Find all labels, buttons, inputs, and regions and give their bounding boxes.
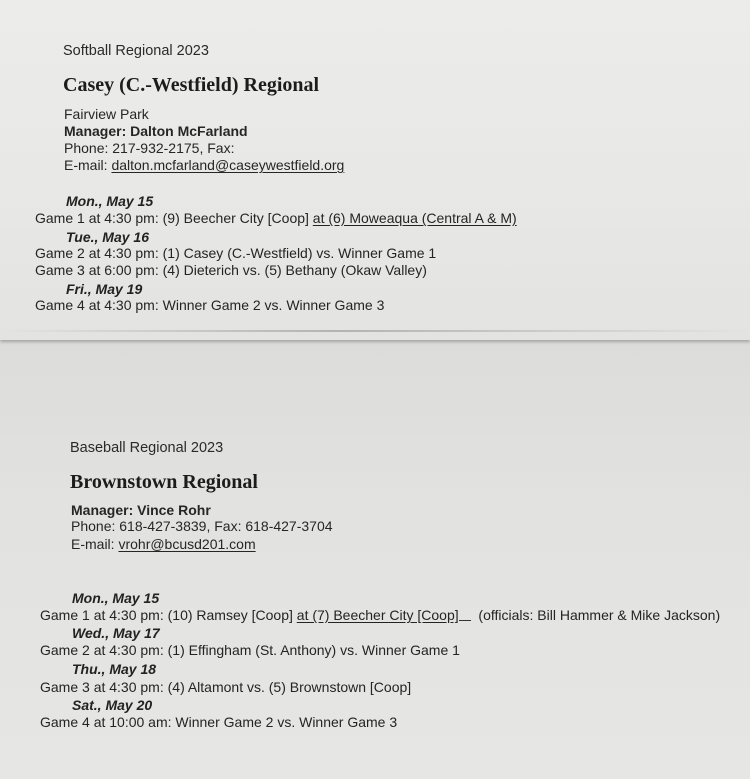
softball-manager: Manager: Dalton McFarland bbox=[64, 123, 248, 139]
baseball-header: Baseball Regional 2023 bbox=[70, 440, 224, 456]
softball-game-1-text: Game 1 at 4:30 pm: (9) Beecher City [Coop] bbox=[35, 210, 313, 226]
softball-day-1: Mon., May 15 bbox=[66, 193, 154, 209]
softball-game-4: Game 4 at 4:30 pm: Winner Game 2 vs. Winner Game 3 bbox=[35, 297, 385, 313]
baseball-title: Brownstown Regional bbox=[70, 471, 258, 493]
softball-venue: Fairview Park bbox=[64, 106, 149, 122]
baseball-day-4: Sat., May 20 bbox=[72, 697, 153, 713]
softball-sheet bbox=[0, 0, 750, 340]
baseball-game-1 bbox=[40, 607, 720, 623]
softball-header: Softball Regional 2023 bbox=[63, 43, 209, 59]
softball-game-2: Game 2 at 4:30 pm: (1) Casey (C.-Westfield) vs. Winner Game 1 bbox=[35, 245, 437, 261]
paper-crease bbox=[0, 330, 750, 332]
softball-email-link[interactable]: dalton.mcfarland@caseywestfield.org bbox=[111, 157, 345, 173]
softball-game-1 bbox=[35, 210, 517, 226]
softball-email-label: E-mail: bbox=[64, 157, 112, 173]
baseball-day-2: Wed., May 17 bbox=[72, 625, 160, 641]
softball-game-3: Game 3 at 6:00 pm: (4) Dieterich vs. (5) Bethany (Okaw Valley) bbox=[35, 262, 427, 278]
baseball-game-1-link[interactable]: at (7) Beecher City [Coop] bbox=[296, 607, 459, 623]
baseball-sheet bbox=[0, 336, 750, 779]
baseball-game-2: Game 2 at 4:30 pm: (1) Effingham (St. Anthony) vs. Winner Game 1 bbox=[40, 642, 460, 658]
softball-phone: Phone: 217-932-2175, Fax: bbox=[64, 140, 235, 156]
baseball-email-label: E-mail: bbox=[71, 536, 119, 552]
baseball-email-line bbox=[71, 536, 256, 552]
baseball-game-1-officials: (officials: Bill Hammer & Mike Jackson) bbox=[478, 607, 721, 623]
baseball-manager: Manager: Vince Rohr bbox=[71, 502, 211, 518]
baseball-email-link[interactable]: vrohr@bcusd201.com bbox=[118, 536, 256, 552]
baseball-phone: Phone: 618-427-3839, Fax: 618-427-3704 bbox=[71, 518, 333, 534]
softball-title: Casey (C.-Westfield) Regional bbox=[63, 74, 320, 96]
baseball-game-4: Game 4 at 10:00 am: Winner Game 2 vs. Winner Game 3 bbox=[40, 714, 398, 730]
baseball-game-1-underline-tail bbox=[459, 607, 471, 621]
softball-email-line bbox=[64, 157, 344, 173]
baseball-game-1-text: Game 1 at 4:30 pm: (10) Ramsey [Coop] bbox=[40, 607, 297, 623]
baseball-day-1: Mon., May 15 bbox=[72, 590, 160, 606]
baseball-day-3: Thu., May 18 bbox=[72, 661, 157, 677]
baseball-game-3: Game 3 at 4:30 pm: (4) Altamont vs. (5) Brownstown [Coop] bbox=[40, 679, 412, 695]
softball-day-2: Tue., May 16 bbox=[66, 229, 150, 245]
softball-game-1-link[interactable]: at (6) Moweaqua (Central A & M) bbox=[312, 210, 517, 226]
softball-day-3: Fri., May 19 bbox=[66, 281, 143, 297]
